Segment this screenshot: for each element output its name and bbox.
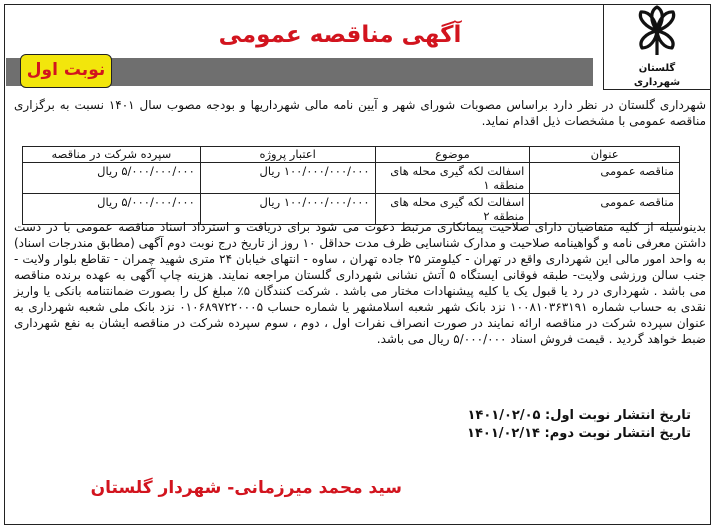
header-deposit: سپرده شرکت در مناقصه bbox=[23, 147, 201, 163]
table-row bbox=[23, 163, 680, 194]
header-subject: موضوع bbox=[375, 147, 530, 163]
first-publication-date: تاریخ انتشار نوبت اول: ۱۴۰۱/۰۲/۰۵ bbox=[467, 408, 691, 423]
table-cell: ۱۰۰/۰۰۰/۰۰۰/۰۰۰ ریال bbox=[200, 194, 375, 225]
table-cell: مناقصه عمومی bbox=[530, 194, 680, 225]
table-cell: ۵/۰۰۰/۰۰۰/۰۰۰ ریال bbox=[23, 194, 201, 225]
second-publication-date: تاریخ انتشار نوبت دوم: ۱۴۰۱/۰۲/۱۴ bbox=[467, 426, 691, 441]
table-cell: اسفالت لکه گیری محله های منطقه ۱ bbox=[375, 163, 530, 194]
intro-paragraph: شهرداری گلستان در نظر دارد براساس مصوبات شورای شهر و آیین نامه مالی شهرداریها و بودجه مصوب سال ۱۴۰۱ نسبت به برگزاری مناقصه عمومی با مشخصات ذیل اقدام نماید. bbox=[14, 98, 706, 128]
body-paragraph: بدینوسیله از کلیه متقاضیان دارای صلاحیت پیمانکاری مرتبط دعوت می شود برای دریافت و استرداد اسناد مناقصه عمومی با در دست داشتن معرفی نامه و گواهینامه صلاحیت و مدارک شناسایی ظرف مدت حداقل ۱۰ روز از تاریخ درج نوبت دوم آگهی (مطابق مندرجات اسناد) به واحد امور مالی این شهرداری واقع در تهران - کیلومتر ۲۵ جاده تهران ، ساوه - انتهای خیابان ۲۴ متری شهید چمران - تقاطع بلوار ولایت - جنب سالن ورزشی ولایت- طبقه فوقانی ایستگاه ۵ آتش نشانی شهرداری گلستان مراجعه نمایند. هزینه چاپ آگهی به عهده برنده مناقصه می باشد . شهرداری در رد یا قبول یک یا کلیه پیشنهادات مختار می باشد . شرکت کنندگان ۵٪ مبلغ کل را بصورت ضمانتنامه بانکی یا واریز نقدی به حساب شماره ۱۰۰۸۱۰۳۶۳۱۹۱ نزد بانک شهر شعبه اسلامشهر یا شماره حساب ۰۱۰۶۸۹۷۲۲۰۰۰۵ نزد بانک ملی شعبه شهرداری به عنوان سپرده شرکت در مناقصه ارائه نمایند در صورت انصراف نفرات اول ، دوم ، سوم سپرده شرکت در مناقصه ایشان به نفع شهرداری ضبط خواهد گردید . قیمت فروش اسناد ۵/۰۰۰/۰۰۰ ریال می باشد. bbox=[14, 220, 707, 346]
header-project-credit: اعتبار پروژه bbox=[200, 147, 375, 163]
turn-badge: نوبت اول bbox=[20, 54, 112, 88]
table-header-row bbox=[23, 147, 680, 163]
logo-text-line2: شهرداری bbox=[633, 77, 681, 88]
publication-dates bbox=[241, 407, 691, 443]
logo-text-line1: گلستان bbox=[638, 63, 676, 74]
header-title: عنوان bbox=[530, 147, 680, 163]
page-title: آگهی مناقصه عمومی bbox=[218, 22, 462, 48]
table-cell: ۱۰۰/۰۰۰/۰۰۰/۰۰۰ ریال bbox=[200, 163, 375, 194]
table-cell: مناقصه عمومی bbox=[530, 163, 680, 194]
flower-icon bbox=[628, 5, 686, 61]
tender-table bbox=[22, 146, 680, 225]
signature: سید محمد میرزمانی- شهردار گلستان bbox=[90, 478, 402, 498]
municipality-logo bbox=[603, 4, 711, 90]
table-cell: اسفالت لکه گیری محله های منطقه ۲ bbox=[375, 194, 530, 225]
table-cell: ۵/۰۰۰/۰۰۰/۰۰۰ ریال bbox=[23, 163, 201, 194]
